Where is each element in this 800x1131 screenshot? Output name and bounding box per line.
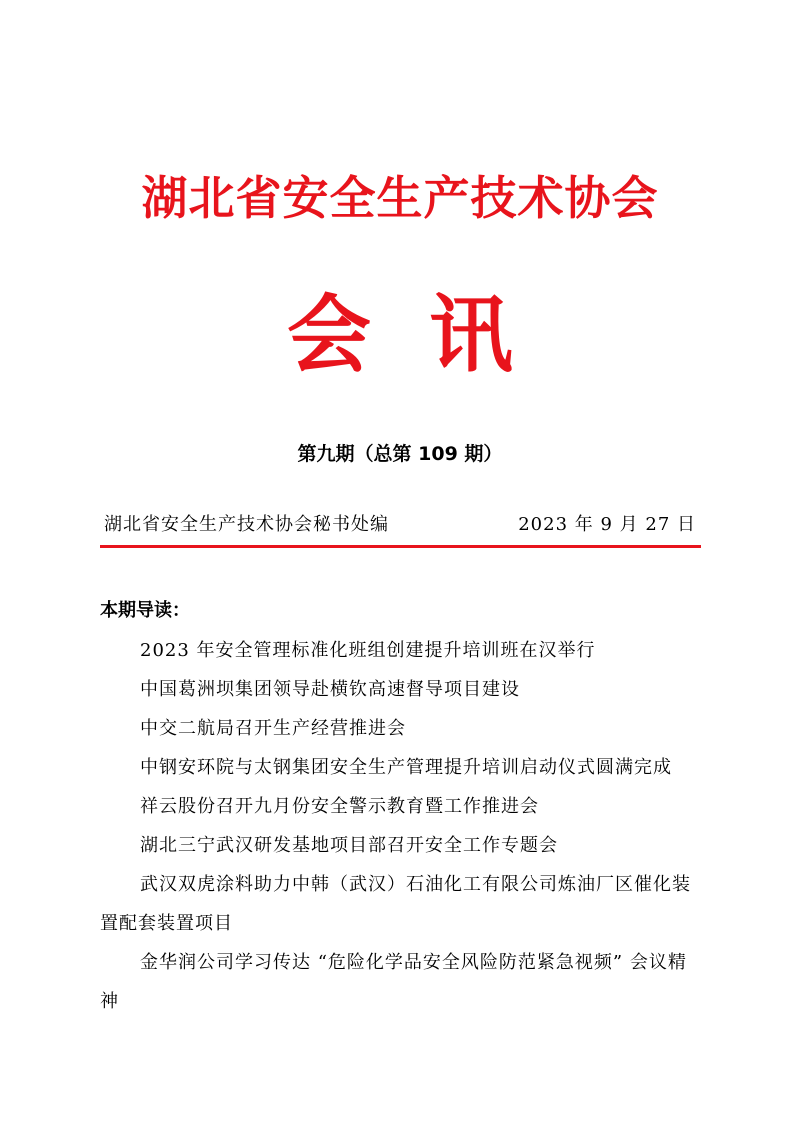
- publication-date: 2023 年 9 月 27 日: [518, 514, 696, 535]
- toc-item: 祥云股份召开九月份安全警示教育暨工作推进会: [140, 796, 539, 817]
- toc-item: 中国葛洲坝集团领导赴横钦高速督导项目建设: [140, 679, 520, 700]
- organization-title: 湖北省安全生产技术协会: [141, 171, 659, 225]
- toc-item: 中交二航局召开生产经营推进会: [140, 718, 406, 739]
- red-divider: [100, 545, 701, 548]
- editor-line: 湖北省安全生产技术协会秘书处编: [104, 514, 389, 535]
- toc-heading: 本期导读：: [100, 600, 190, 621]
- publication-title: 会讯: [286, 286, 571, 384]
- toc-item: 湖北三宁武汉研发基地项目部召开安全工作专题会: [140, 835, 558, 856]
- toc-item: 金华润公司学习传达 “危险化学品安全风险防范紧急视频” 会议精神: [100, 952, 687, 1012]
- toc-item: 武汉双虎涂料助力中韩（武汉）石油化工有限公司炼油厂区催化装置配套装置项目: [100, 874, 691, 934]
- toc-item: 中钢安环院与太钢集团安全生产管理提升培训启动仪式圆满完成: [140, 757, 672, 778]
- toc-item: 2023 年安全管理标准化班组创建提升培训班在汉举行: [140, 640, 596, 661]
- table-of-contents: [100, 631, 700, 1021]
- issue-number: 第九期（总第 109 期）: [297, 443, 503, 465]
